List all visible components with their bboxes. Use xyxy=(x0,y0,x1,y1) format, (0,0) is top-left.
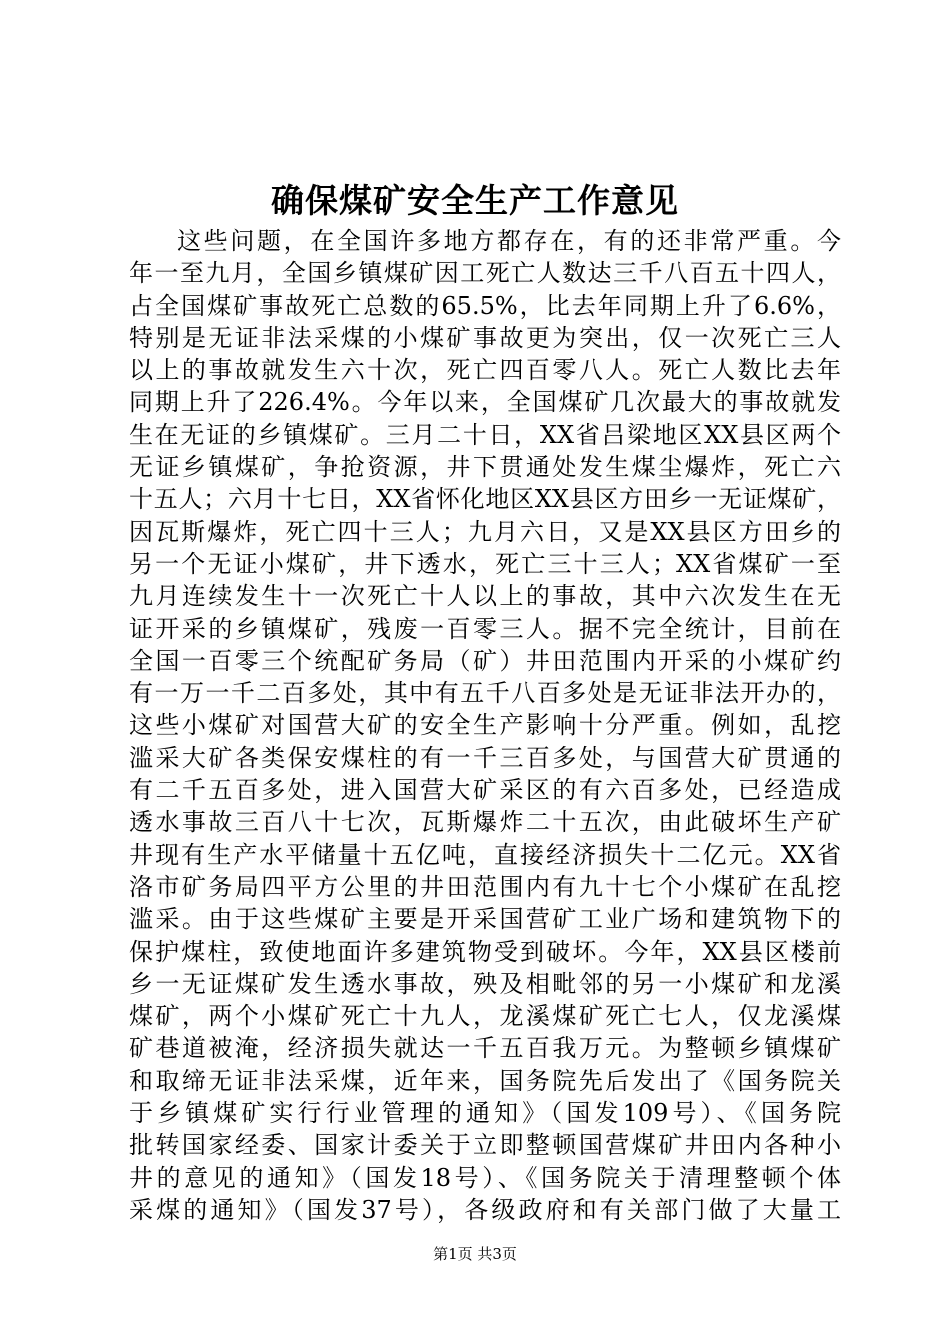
text-line: 证开采的乡镇煤矿，残废一百零三人。据不完全统计，目前在 xyxy=(129,614,841,643)
text-line: 无证乡镇煤矿，争抢资源，井下贯通处发生煤尘爆炸，死亡六 xyxy=(129,453,841,482)
text-line: 另一个无证小煤矿，井下透水，死亡三十三人；XX省煤矿一至 xyxy=(129,549,841,578)
text-line: 占全国煤矿事故死亡总数的65.5%，比去年同期上升了6.6%， xyxy=(129,291,841,320)
text-line: 九月连续发生十一次死亡十人以上的事故，其中六次发生在无 xyxy=(129,582,841,611)
text-line: 生在无证的乡镇煤矿。三月二十日，XX省吕梁地区XX县区两个 xyxy=(129,420,841,449)
text-line: 批转国家经委、国家计委关于立即整顿国营煤矿井田内各种小 xyxy=(129,1131,841,1160)
text-line: 透水事故三百八十七次，瓦斯爆炸二十五次，由此破坏生产矿 xyxy=(129,808,841,837)
text-line: 年一至九月，全国乡镇煤矿因工死亡人数达三千八百五十四人， xyxy=(129,259,841,288)
text-line: 和取缔无证非法采煤，近年来，国务院先后发出了《国务院关 xyxy=(129,1066,841,1095)
text-line: 采煤的通知》（国发37号），各级政府和有关部门做了大量工 xyxy=(129,1195,841,1224)
text-line: 全国一百零三个统配矿务局（矿）井田范围内开采的小煤矿约 xyxy=(129,646,841,675)
text-line: 因瓦斯爆炸，死亡四十三人；九月六日，又是XX县区方田乡的 xyxy=(129,517,841,546)
text-line: 井的意见的通知》（国发18号）、《国务院关于清理整顿个体 xyxy=(129,1163,841,1192)
text-line: 滥采。由于这些煤矿主要是开采国营矿工业广场和建筑物下的 xyxy=(129,905,841,934)
text-line: 井现有生产水平储量十五亿吨，直接经济损失十二亿元。XX省 xyxy=(129,840,841,869)
text-line: 特别是无证非法采煤的小煤矿事故更为突出，仅一次死亡三人 xyxy=(129,323,841,352)
document-title: 确保煤矿安全生产工作意见 xyxy=(271,181,679,220)
text-line: 煤矿，两个小煤矿死亡十九人，龙溪煤矿死亡七人，仅龙溪煤 xyxy=(129,1002,841,1031)
text-line: 洛市矿务局四平方公里的井田范围内有九十七个小煤矿在乱挖 xyxy=(129,872,841,901)
text-line: 有一万一千二百多处，其中有五千八百多处是无证非法开办的， xyxy=(129,679,841,708)
text-line: 滥采大矿各类保安煤柱的有一千三百多处，与国营大矿贯通的 xyxy=(129,743,841,772)
body-paragraph xyxy=(129,225,841,1226)
text-line: 这些小煤矿对国营大矿的安全生产影响十分严重。例如，乱挖 xyxy=(129,711,841,740)
text-line: 乡一无证煤矿发生透水事故，殃及相毗邻的另一小煤矿和龙溪 xyxy=(129,969,841,998)
page-number-footer: 第1页 共3页 xyxy=(433,1245,517,1263)
text-line: 于乡镇煤矿实行行业管理的通知》（国发109号）、《国务院 xyxy=(129,1099,841,1128)
text-line: 这些问题，在全国许多地方都存在，有的还非常严重。今 xyxy=(177,227,841,255)
text-line: 以上的事故就发生六十次，死亡四百零八人。死亡人数比去年 xyxy=(129,356,841,385)
text-line: 矿巷道被淹，经济损失就达一千五百我万元。为整顿乡镇煤矿 xyxy=(129,1034,841,1063)
text-line: 十五人；六月十七日，XX省怀化地区XX县区方田乡一无证煤矿， xyxy=(129,485,841,514)
text-line: 同期上升了226.4%。今年以来，全国煤矿几次最大的事故就发 xyxy=(129,388,841,417)
text-line: 有二千五百多处，进入国营大矿采区的有六百多处，已经造成 xyxy=(129,776,841,805)
text-line: 保护煤柱，致使地面许多建筑物受到破坏。今年，XX县区楼前 xyxy=(129,937,841,966)
